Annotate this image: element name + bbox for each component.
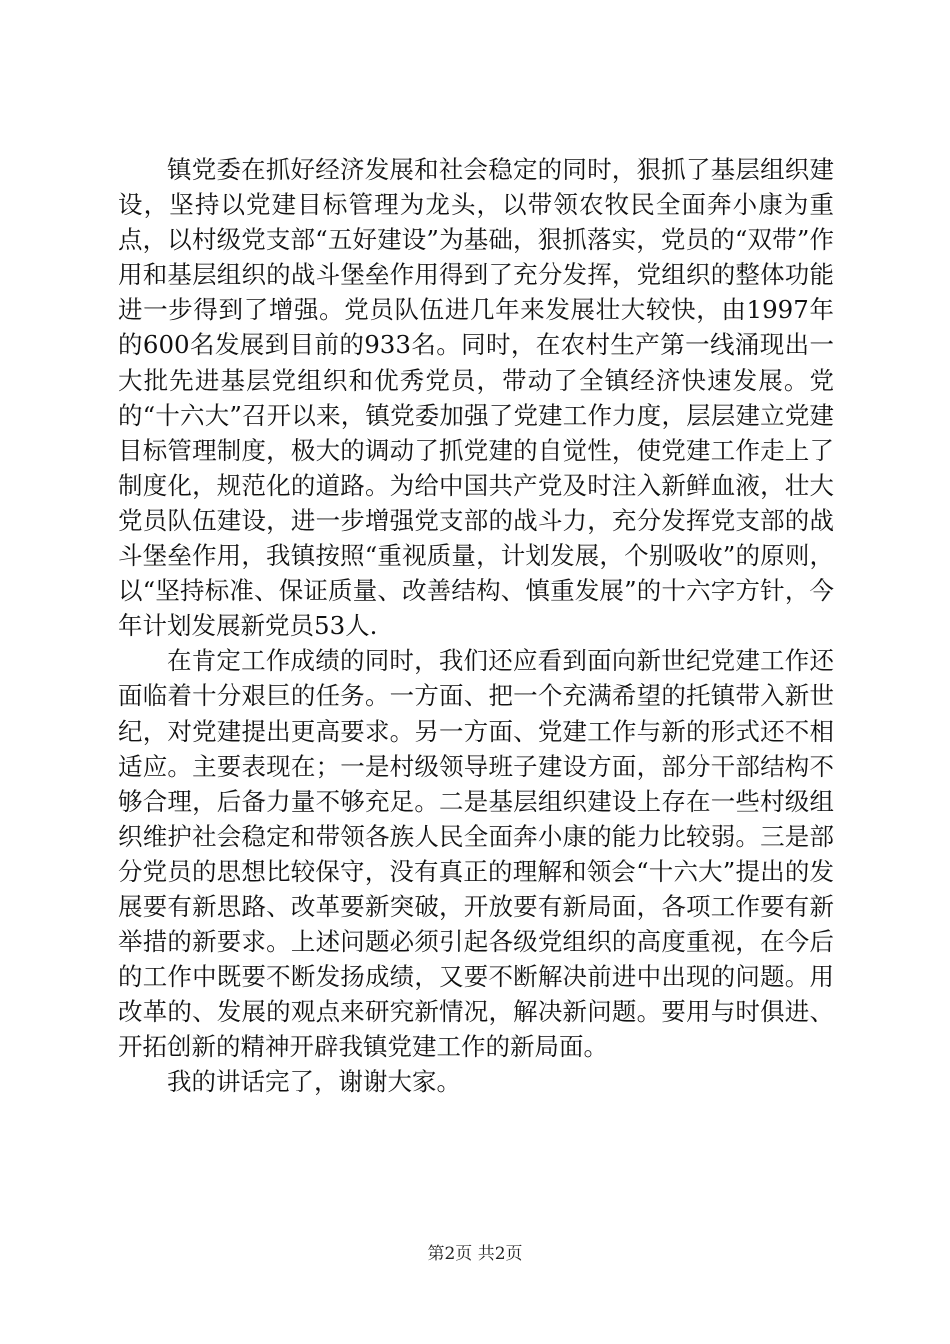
paragraph-closing: 我的讲话完了，谢谢大家。 [167, 1067, 461, 1097]
paragraph-party-building-achievements: 镇党委在抓好经济发展和社会稳定的同时，狠抓了基层组织建设，坚持以党建目标管理为龙头，以带领农牧民全面奔小康为重点，以村级党支部“五好建设”为基础，狠抓落实，党员的“双带”作用和基层组织的战斗堡垒作用得到了充分发挥，党组织的整体功能进一步得到了增强。党员队伍进几年来发展壮大较快，由1997年的600名发展到目前的933名。同时，在农村生产第一线涌现出一大批先进基层党组织和优秀党员，带动了全镇经济快速发展。党的“十六大”召开以来，镇党委加强了党建工作力度，层层建立党建目标管理制度，极大的调动了抓党建的自觉性，使党建工作走上了制度化，规范化的道路。为给中国共产党及时注入新鲜血液，壮大党员队伍建设，进一步增强党支部的战斗力，充分发挥党支部的战斗堡垒作用，我镇按照“重视质量，计划发展，个别吸收”的原则，以“坚持标准、保证质量、改善结构、慎重发展”的十六字方针，今年计划发展新党员53人. [118, 155, 834, 641]
page-footer [0, 1243, 950, 1265]
paragraph-challenges: 在肯定工作成绩的同时，我们还应看到面向新世纪党建工作还面临着十分艰巨的任务。一方面、把一个充满希望的托镇带入新世纪，对党建提出更高要求。另一方面、党建工作与新的形式还不相适应。主要表现在；一是村级领导班子建设方面，部分干部结构不够合理，后备力量不够充足。二是基层组织建设上存在一些村级组织维护社会稳定和带领各族人民全面奔小康的能力比较弱。三是部分党员的思想比较保守，没有真正的理解和领会“十六大”提出的发展要有新思路、改革要新突破，开放要有新局面，各项工作要有新举措的新要求。上述问题必须引起各级党组织的高度重视，在今后的工作中既要不断发扬成绩，又要不断解决前进中出现的问题。用改革的、发展的观点来研究新情况，解决新问题。要用与时俱进、开拓创新的精神开辟我镇党建工作的新局面。 [118, 646, 834, 1062]
document-body [118, 152, 834, 1100]
page-number-indicator: 第2页 共2页 [427, 1244, 523, 1264]
